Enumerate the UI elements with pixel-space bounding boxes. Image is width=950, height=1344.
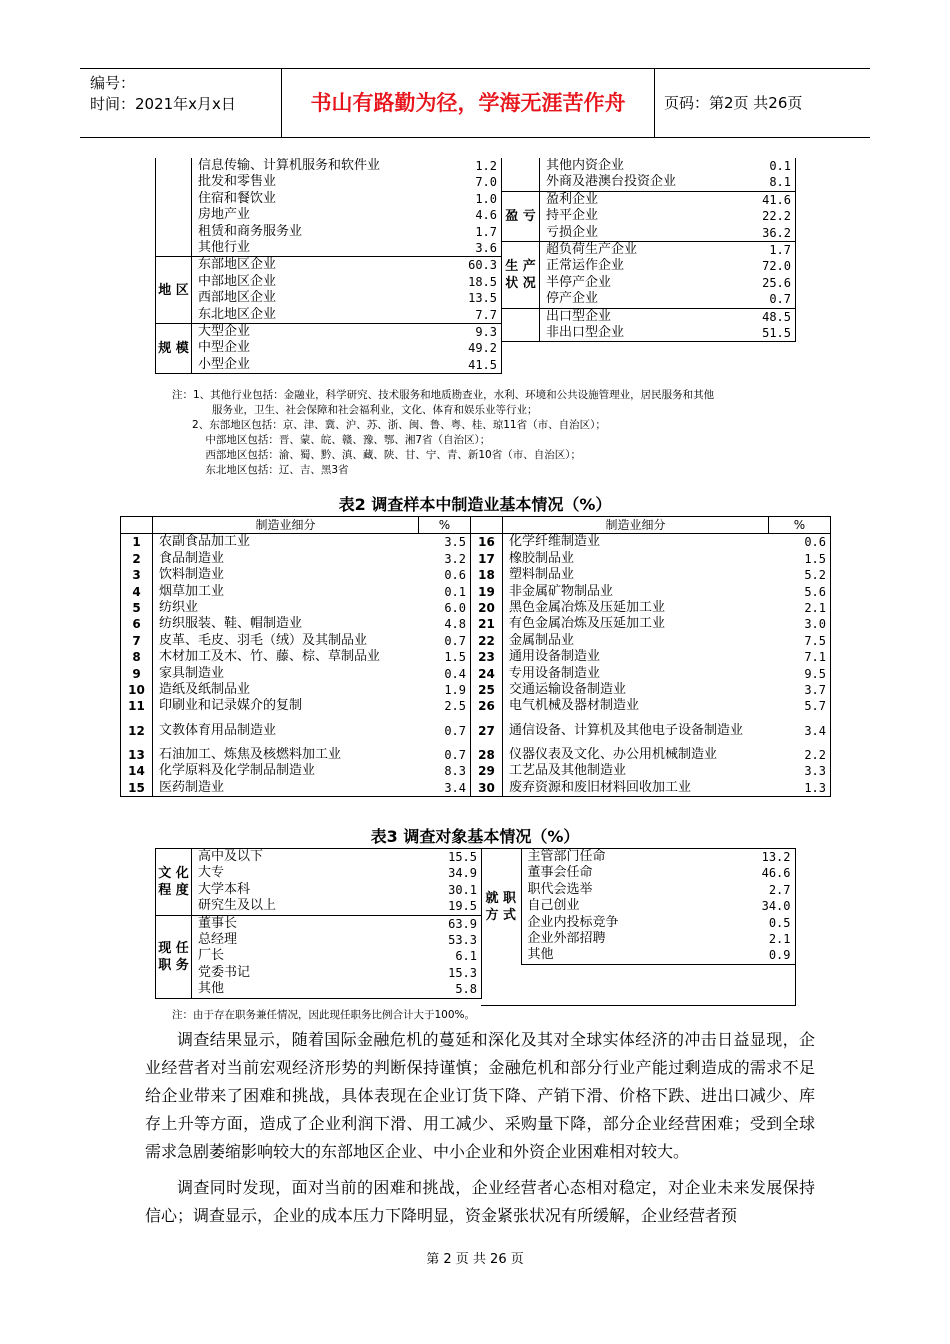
row-value: 4.6 [432, 207, 502, 223]
header-meta [80, 69, 282, 137]
row-name: 通用设备制造业 [509, 649, 601, 665]
row-value: 2.1 [769, 600, 831, 616]
row-label: 总经理 [198, 932, 238, 948]
row-value: 3.2 [419, 551, 471, 567]
row-value: 48.5 [726, 308, 796, 325]
row-value: 0.4 [419, 666, 471, 682]
row-value: 18.5 [432, 274, 502, 290]
row-value: 1.2 [432, 158, 502, 174]
group-category: 生 产 状 况 [502, 242, 540, 309]
row-label: 高中及以下 [192, 849, 418, 866]
row-index: 23 [471, 649, 503, 665]
table-row [481, 931, 795, 947]
row-value: 5.2 [769, 567, 831, 583]
row-value: 1.7 [726, 242, 796, 259]
row-name: 造纸及纸制品业 [159, 682, 251, 698]
table-header-cell: 制造业细分 [153, 517, 419, 534]
row-value: 22.2 [726, 208, 796, 224]
row-value: 0.7 [419, 747, 471, 763]
row-name: 有色金属冶炼及压延加工业 [509, 616, 666, 632]
table1 [155, 158, 795, 384]
group-category: 就 职 方 式 [481, 849, 521, 965]
row-name: 塑料制品业 [509, 567, 575, 583]
row-index: 26 [471, 698, 503, 714]
row-name: 医药制造业 [153, 780, 419, 797]
group-category [502, 308, 540, 342]
group-category: 盈 亏 [502, 191, 540, 241]
row-label: 超负荷生产企业 [540, 242, 726, 259]
group-category: 文 化 程 度 [156, 849, 192, 916]
row-label: 住宿和餐饮业 [198, 190, 277, 206]
row-name: 金属制品业 [509, 632, 575, 648]
row-value: 4.8 [419, 616, 471, 632]
table1-right [501, 158, 796, 342]
row-index: 8 [121, 649, 153, 665]
page-footer: 第 2 页 共 26 页 [426, 1252, 524, 1267]
row-index: 12 [121, 715, 153, 747]
table-row [156, 865, 482, 881]
table1-left [155, 158, 502, 374]
note-line: 注：1、其他行业包括：金融业，科学研究、技术服务和地质勘查业，水利、环境和公共设施管理业，居民服务和其他 [172, 389, 715, 401]
row-index: 30 [471, 780, 503, 797]
row-index: 24 [471, 666, 503, 682]
row-value: 6.1 [418, 948, 482, 964]
table-header-cell: 制造业细分 [503, 517, 769, 534]
row-index: 2 [121, 551, 153, 567]
row-value: 6.0 [419, 600, 471, 616]
table-row [156, 274, 502, 290]
table-row [121, 682, 831, 698]
table-row [502, 275, 796, 291]
table-row [156, 340, 502, 356]
row-index: 21 [471, 616, 503, 632]
row-name: 黑色金属冶炼及压延加工业 [509, 600, 666, 616]
body-paragraph-2: 调查同时发现，面对当前的困难和挑战，企业经营者心态相对稳定，对企业未来发展保持信心；调查显示，企业的成本压力下降明显，资金紧张状况有所缓解，企业经营者预 [145, 1178, 815, 1225]
row-value: 13.5 [432, 290, 502, 306]
table-row [121, 698, 831, 714]
row-label: 东部地区企业 [192, 257, 432, 274]
row-value: 7.0 [432, 174, 502, 190]
group-category [156, 158, 192, 257]
table3-caption: 表3 调查对象基本情况（%） [370, 827, 580, 846]
row-value: 1.3 [769, 780, 831, 797]
row-name: 电气机械及器材制造业 [509, 698, 640, 714]
table-row [121, 534, 831, 551]
table-row [156, 207, 502, 223]
table-header-cell [471, 517, 503, 534]
row-value: 8.1 [726, 174, 796, 191]
row-label: 批发和零售业 [198, 174, 277, 190]
table-row [481, 882, 795, 898]
row-name: 烟草加工业 [159, 583, 225, 599]
time-label: 时间：2021年x月x日 [90, 95, 236, 113]
table-row [481, 915, 795, 931]
table-row [502, 291, 796, 308]
table-row [156, 932, 482, 948]
group-category: 现 任 职 务 [156, 915, 192, 998]
row-label: 董事会任命 [527, 865, 593, 881]
row-name: 印刷业和记录媒介的复制 [159, 698, 303, 714]
table-row [156, 224, 502, 240]
row-label: 大学本科 [198, 881, 251, 897]
row-value: 36.2 [726, 225, 796, 242]
row-label: 大型企业 [192, 324, 432, 341]
row-value: 3.3 [769, 763, 831, 779]
row-name: 化学纤维制造业 [509, 534, 601, 550]
table-row [121, 551, 831, 567]
table-row [156, 324, 502, 341]
table-row [156, 882, 482, 898]
table-header-cell: % [769, 517, 831, 534]
table-row [156, 898, 482, 915]
row-value: 60.3 [432, 257, 502, 274]
table1-notes [172, 388, 852, 478]
row-value: 9.3 [432, 324, 502, 341]
table-filler-row [481, 964, 795, 1005]
row-label: 东北地区企业 [198, 306, 277, 322]
group-category: 地 区 [156, 257, 192, 324]
table-row [156, 257, 502, 274]
table-row [121, 780, 831, 797]
row-value: 8.3 [419, 763, 471, 779]
row-name: 纺织业 [159, 600, 199, 616]
table-row [156, 948, 482, 964]
table-row [502, 225, 796, 242]
row-name: 饮料制造业 [159, 567, 225, 583]
row-value: 0.1 [419, 584, 471, 600]
row-value: 0.6 [769, 534, 831, 551]
table-row [502, 158, 796, 174]
row-label: 中部地区企业 [198, 273, 277, 289]
row-label: 大专 [198, 865, 225, 881]
table-row [156, 307, 502, 324]
row-value: 30.1 [418, 882, 482, 898]
note-line: 西部地区包括：渝、蜀、黔、滇、藏、陕、甘、宁、青、新10省（市、自治区）； [172, 449, 581, 461]
row-label: 企业外部招聘 [527, 931, 606, 947]
row-label: 其他 [521, 947, 721, 964]
row-value: 3.0 [769, 616, 831, 632]
row-value: 3.5 [419, 534, 471, 551]
row-name: 木材加工及木、竹、藤、棕、草制品业 [159, 649, 381, 665]
row-value: 7.7 [432, 307, 502, 324]
table-row [121, 567, 831, 583]
row-index: 19 [471, 584, 503, 600]
row-value: 1.5 [769, 551, 831, 567]
row-value: 34.0 [721, 898, 795, 914]
table-row [156, 158, 502, 174]
header-motto: 书山有路勤为径，学海无涯苦作舟 [282, 69, 655, 137]
row-index: 20 [471, 600, 503, 616]
table-row [156, 290, 502, 306]
table-header-cell [121, 517, 153, 534]
row-index: 10 [121, 682, 153, 698]
row-value: 5.6 [769, 584, 831, 600]
table3-right [481, 848, 796, 1006]
row-label: 房地产业 [198, 207, 251, 223]
row-name: 交通运输设备制造业 [509, 682, 627, 698]
table-row [156, 240, 502, 257]
row-index: 5 [121, 600, 153, 616]
row-name: 食品制造业 [159, 550, 225, 566]
table-row [502, 325, 796, 342]
row-value: 5.7 [769, 698, 831, 714]
table-row [156, 915, 482, 932]
row-value: 5.8 [418, 981, 482, 998]
row-label: 党委书记 [198, 964, 251, 980]
row-index: 14 [121, 763, 153, 779]
row-value: 2.5 [419, 698, 471, 714]
row-label: 盈利企业 [540, 191, 726, 208]
row-name: 非金属矿物制品业 [509, 583, 614, 599]
row-label: 租赁和商务服务业 [198, 223, 303, 239]
table-row [502, 191, 796, 208]
row-index: 27 [471, 715, 503, 747]
row-value: 7.1 [769, 649, 831, 665]
row-value: 15.5 [418, 849, 482, 866]
row-label: 职代会选举 [527, 881, 593, 897]
row-index: 3 [121, 567, 153, 583]
row-value: 2.2 [769, 747, 831, 763]
table-row [121, 633, 831, 649]
table-row [156, 965, 482, 981]
row-index: 18 [471, 567, 503, 583]
table-row [502, 208, 796, 224]
row-index: 15 [121, 780, 153, 797]
row-label: 非出口型企业 [540, 325, 726, 342]
table-row [502, 174, 796, 191]
table-row [121, 616, 831, 632]
table2 [120, 516, 830, 802]
table-row [481, 898, 795, 914]
table-filler-cell [481, 964, 795, 1005]
row-label: 其他 [192, 981, 418, 998]
row-name: 石油加工、炼焦及核燃料加工业 [159, 746, 342, 762]
table-row [502, 242, 796, 259]
row-value: 3.4 [769, 715, 831, 747]
table-row [121, 584, 831, 600]
page-header [80, 68, 870, 138]
table-row [156, 191, 502, 207]
code-label: 编号： [90, 74, 136, 92]
table-row [156, 174, 502, 190]
table-row [121, 649, 831, 665]
row-label: 中型企业 [198, 340, 251, 356]
table-row [481, 947, 795, 964]
row-value: 3.6 [432, 240, 502, 257]
row-value: 13.2 [721, 849, 795, 866]
body-paragraph-1: 调查结果显示，随着国际金融危机的蔓延和深化及其对全球实体经济的冲击日益显现，企业经营者对当前宏观经济形势的判断保持谨慎；金融危机和部分行业产能过剩造成的需求不足给企业带来了困难和挑战，具体表现在企业订货下降、产销下滑、价格下跌、进出口减少、库存上升等方面，造成了企业利润下滑、用工减少、采购量下降，部分企业经营困难；受到全球需求急剧萎缩影响较大的东部地区企业、中小企业和外资企业困难相对较大。 [145, 1030, 815, 1161]
row-name: 农副食品加工业 [159, 534, 251, 550]
row-value: 0.7 [726, 291, 796, 308]
row-name: 废弃资源和废旧材料回收加工业 [503, 780, 769, 797]
row-label: 小型企业 [192, 357, 432, 374]
table-row [502, 308, 796, 325]
table-row [502, 258, 796, 274]
row-name: 文教体育用品制造业 [159, 722, 277, 738]
table-row [121, 715, 831, 747]
row-value: 72.0 [726, 258, 796, 274]
row-index: 1 [121, 534, 153, 551]
note-line: 2、东部地区包括：京、津、冀、沪、苏、浙、闽、鲁、粤、桂、琼11省（市、自治区）； [172, 419, 606, 431]
row-value: 0.6 [419, 567, 471, 583]
row-value: 3.4 [419, 780, 471, 797]
row-name: 专用设备制造业 [509, 665, 601, 681]
row-name: 皮革、毛皮、羽毛（绒）及其制品业 [159, 632, 368, 648]
row-label: 研究生及以上 [198, 898, 277, 914]
row-name: 仪器仪表及文化、办公用机械制造业 [509, 746, 718, 762]
row-value: 0.9 [721, 947, 795, 964]
table3 [155, 848, 795, 1004]
table-row [156, 849, 482, 866]
table-row [481, 865, 795, 881]
row-label: 西部地区企业 [198, 290, 277, 306]
row-value: 19.5 [418, 898, 482, 915]
row-label: 企业内投标竞争 [527, 914, 619, 930]
row-label: 外商及港澳台投资企业 [546, 174, 677, 190]
table-row [156, 981, 482, 998]
table3-left [155, 848, 482, 999]
row-value: 53.3 [418, 932, 482, 948]
row-label: 其他行业 [198, 240, 251, 256]
row-label: 自己创业 [527, 898, 580, 914]
row-label: 正常运作企业 [546, 258, 625, 274]
row-label: 董事长 [192, 915, 418, 932]
row-value: 9.5 [769, 666, 831, 682]
group-category: 规 模 [156, 324, 192, 374]
row-index: 6 [121, 616, 153, 632]
row-value: 0.1 [726, 158, 796, 174]
row-value: 51.5 [726, 325, 796, 342]
row-value: 1.9 [419, 682, 471, 698]
row-index: 7 [121, 633, 153, 649]
table-header-cell: % [419, 517, 471, 534]
note-line: 中部地区包括：晋、蒙、皖、赣、豫、鄂、湘7省（自治区）； [172, 434, 491, 446]
row-index: 11 [121, 698, 153, 714]
row-value: 2.7 [721, 882, 795, 898]
table-row [121, 600, 831, 616]
row-name: 纺织服装、鞋、帽制造业 [159, 616, 303, 632]
row-value: 63.9 [418, 915, 482, 932]
row-value: 1.7 [432, 224, 502, 240]
note-line: 东北地区包括：辽、吉、黑3省 [172, 464, 349, 476]
row-value: 7.5 [769, 633, 831, 649]
row-value: 1.0 [432, 191, 502, 207]
table-header-row [121, 517, 831, 534]
row-value: 0.7 [419, 633, 471, 649]
table-row [156, 357, 502, 374]
row-value: 41.6 [726, 191, 796, 208]
row-name: 通信设备、计算机及其他电子设备制造业 [509, 722, 744, 738]
row-label: 出口型企业 [540, 308, 726, 325]
row-value: 1.5 [419, 649, 471, 665]
row-label: 停产企业 [546, 291, 599, 307]
row-label: 主管部门任命 [521, 849, 721, 866]
table-row [121, 747, 831, 763]
row-value: 41.5 [432, 357, 502, 374]
row-value: 34.9 [418, 865, 482, 881]
row-label: 持平企业 [546, 208, 599, 224]
header-page-label: 页码：第2页 共26页 [664, 94, 803, 112]
row-value: 46.6 [721, 865, 795, 881]
row-index: 9 [121, 666, 153, 682]
note-line: 服务业，卫生、社会保障和社会福利业，文化、体育和娱乐业等行业； [172, 404, 538, 416]
table3-note: 注：由于存在职务兼任情况，因此现任职务比例合计大于100%。 [172, 1009, 476, 1021]
table-row [481, 849, 795, 866]
row-value: 0.7 [419, 715, 471, 747]
row-value: 15.3 [418, 965, 482, 981]
row-name: 家具制造业 [159, 665, 225, 681]
row-value: 0.5 [721, 915, 795, 931]
row-index: 28 [471, 747, 503, 763]
row-value: 2.1 [721, 931, 795, 947]
row-value: 25.6 [726, 275, 796, 291]
group-category [502, 158, 540, 191]
row-label: 厂长 [198, 948, 225, 964]
row-index: 13 [121, 747, 153, 763]
row-index: 25 [471, 682, 503, 698]
row-index: 4 [121, 584, 153, 600]
row-label: 亏损企业 [546, 224, 599, 240]
row-label: 其他内资企业 [546, 158, 625, 173]
row-name: 化学原料及化学制品制造业 [159, 763, 316, 779]
table2-grid [120, 516, 831, 797]
row-index: 17 [471, 551, 503, 567]
row-index: 29 [471, 763, 503, 779]
row-index: 22 [471, 633, 503, 649]
table-row [121, 666, 831, 682]
table-row [121, 763, 831, 779]
row-value: 49.2 [432, 340, 502, 356]
row-label: 半停产企业 [546, 274, 612, 290]
row-name: 工艺品及其他制造业 [509, 763, 627, 779]
row-index: 16 [471, 534, 503, 551]
table2-caption: 表2 调查样本中制造业基本情况（%） [338, 495, 612, 514]
row-label: 信息传输、计算机服务和软件业 [198, 158, 381, 173]
row-name: 橡胶制品业 [509, 550, 575, 566]
row-value: 3.7 [769, 682, 831, 698]
